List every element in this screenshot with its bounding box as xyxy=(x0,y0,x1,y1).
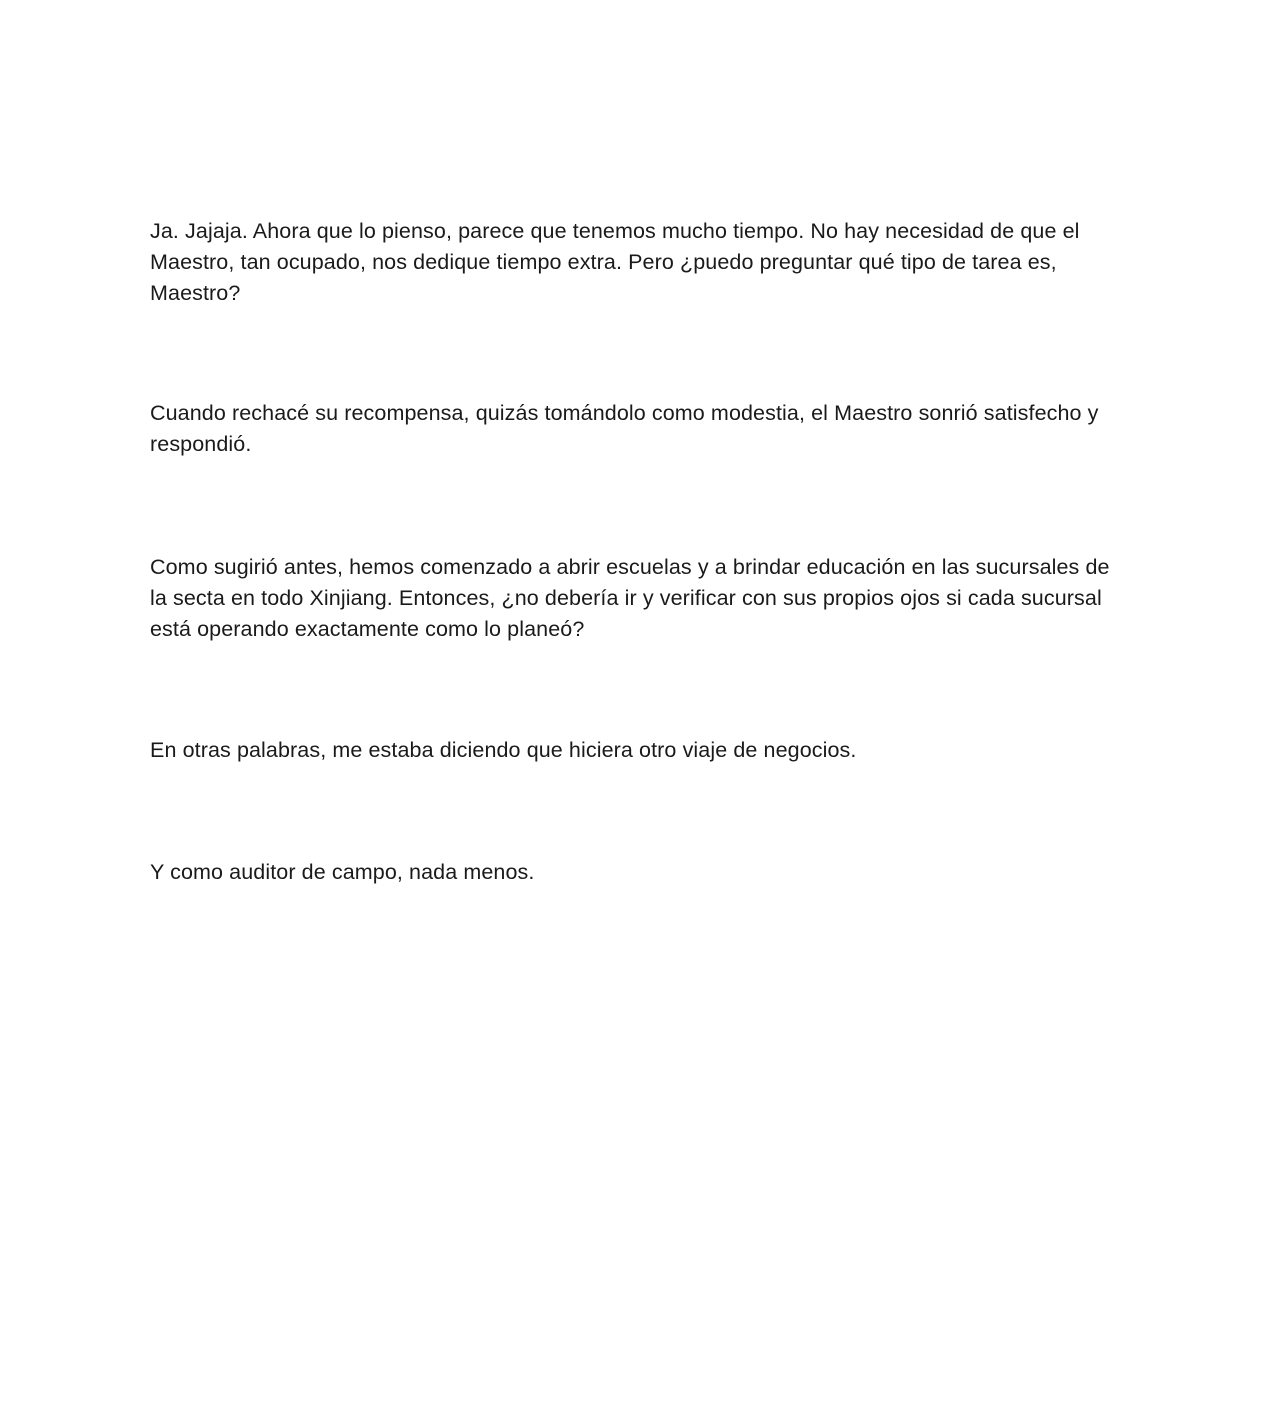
paragraph-1: Ja. Jajaja. Ahora que lo pienso, parece que tenemos mucho tiempo. No hay necesidad de que el Maestro, tan ocupado, nos dedique tiempo extra. Pero ¿puedo preguntar qué tipo de tarea es, Maestro? xyxy=(150,219,1080,305)
paragraph-4: En otras palabras, me estaba diciendo que hiciera otro viaje de negocios. xyxy=(150,738,857,762)
paragraph-5: Y como auditor de campo, nada menos. xyxy=(150,860,535,884)
paragraph-3: Como sugirió antes, hemos comenzado a abrir escuelas y a brindar educación en las sucursales de la secta en todo Xinjiang. Entonces, ¿no debería ir y verificar con sus propios ojos si cada sucursal está operando exactamente como lo planeó? xyxy=(150,555,1110,641)
paragraph-2: Cuando rechacé su recompensa, quizás tomándolo como modestia, el Maestro sonrió satisfecho y respondió. xyxy=(150,401,1099,456)
